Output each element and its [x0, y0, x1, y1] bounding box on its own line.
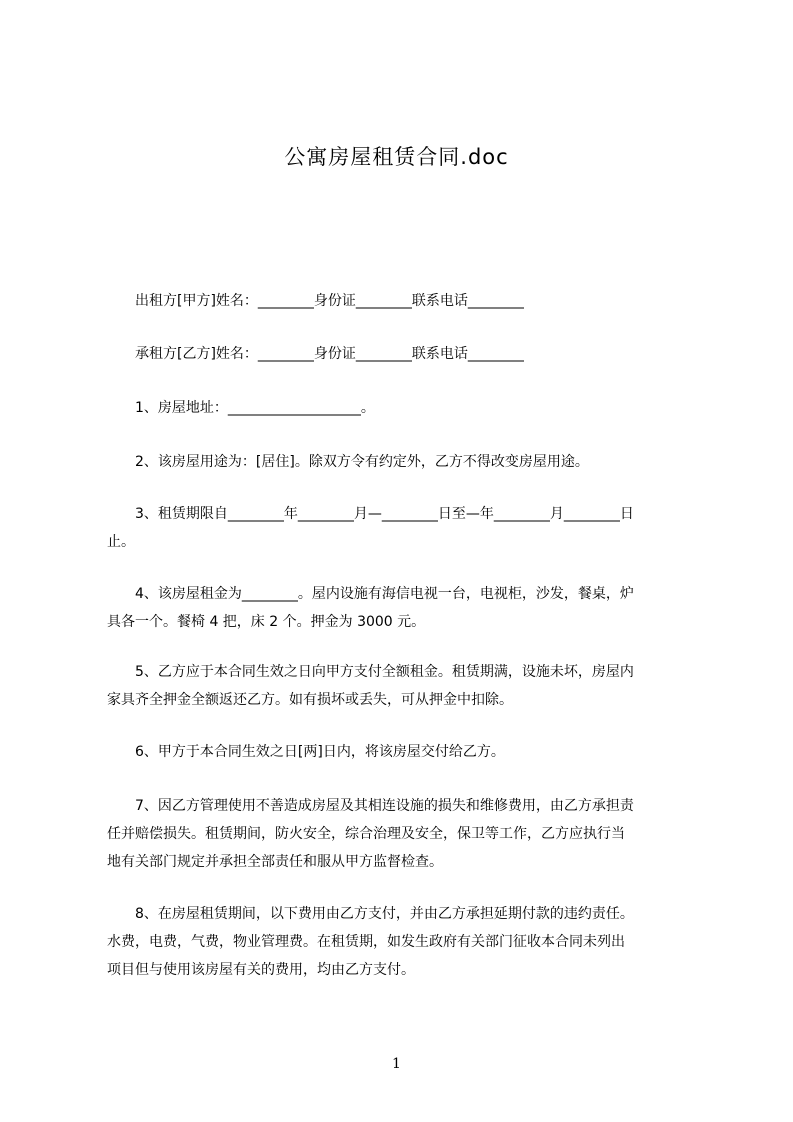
- clause-line: 家具齐全押金全额返还乙方。如有损坏或丢失，可从押金中扣除。: [107, 692, 513, 708]
- clause-4-rent: [107, 580, 711, 636]
- clause-line: 项目但与使用该房屋有关的费用，均由乙方支付。: [107, 962, 415, 978]
- clause-line: 7、因乙方管理使用不善造成房屋及其相连设施的损失和维修费用，由乙方承担责: [107, 798, 634, 814]
- clause-line: 承租方[乙方]姓名：________身份证________联系电话________: [107, 346, 524, 362]
- clause-3-term: [107, 500, 711, 556]
- clause-lessee-info: [107, 340, 711, 368]
- page-number: 1: [392, 1056, 401, 1072]
- clause-line: 具各一个。餐椅 4 把，床 2 个。押金为 3000 元。: [107, 614, 426, 630]
- clause-8-fees: [107, 900, 711, 984]
- clause-line: 6、甲方于本合同生效之日[两]日内，将该房屋交付给乙方。: [107, 744, 505, 760]
- clause-1-address: [107, 394, 711, 422]
- clause-line: 出租方[甲方]姓名：________身份证________联系电话________: [107, 293, 524, 309]
- clause-line: 任并赔偿损失。租赁期间，防火安全，综合治理及安全，保卫等工作，乙方应执行当: [107, 826, 625, 842]
- clause-2-usage: [107, 448, 711, 476]
- clause-7-damage: [107, 792, 711, 876]
- clause-line: 地有关部门规定并承担全部责任和服从甲方监督检查。: [107, 854, 443, 870]
- clause-line: 2、该房屋用途为：[居住]。除双方令有约定外，乙方不得改变房屋用途。: [107, 454, 589, 470]
- clause-line: 水费，电费，气费，物业管理费。在租赁期，如发生政府有关部门征收本合同未列出: [107, 934, 625, 950]
- clause-line: 4、该房屋租金为________。屋内设施有海信电视一台，电视柜，沙发，餐桌，炉: [107, 586, 634, 602]
- clause-5-payment: [107, 658, 711, 714]
- clause-line: 止。: [107, 534, 135, 550]
- clause-line: 1、房屋地址：___________________。: [107, 400, 375, 416]
- clause-lessor-info: [107, 287, 711, 315]
- clause-line: 3、租赁期限自________年________月—________日至—年________月________日: [107, 506, 634, 522]
- document-title: 公寓房屋租赁合同.doc: [284, 145, 509, 169]
- clause-line: 8、在房屋租赁期间，以下费用由乙方支付，并由乙方承担延期付款的违约责任。: [107, 906, 634, 922]
- clause-6-delivery: [107, 738, 711, 766]
- clause-line: 5、乙方应于本合同生效之日向甲方支付全额租金。租赁期满，设施未坏，房屋内: [107, 664, 634, 680]
